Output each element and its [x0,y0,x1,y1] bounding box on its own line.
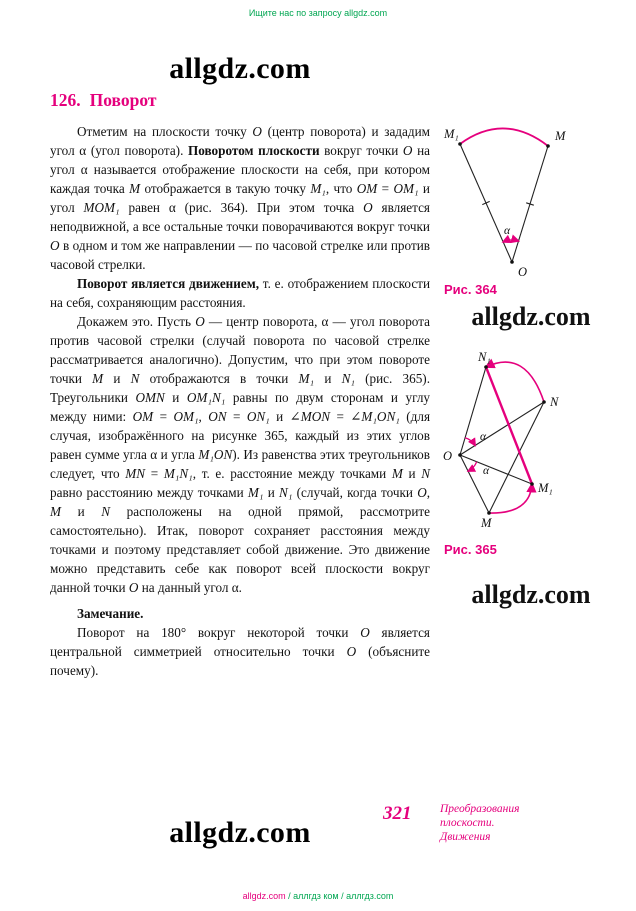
angle-arc-alpha-lower [468,462,477,471]
section-title: Поворот [89,90,157,110]
remark-heading: Замечание. [77,606,144,621]
label-alpha-upper: α [480,431,487,443]
paragraph-4: Поворот на 180° вокруг некоторой точки O является центральной симметрией относительно точки O (объясните почему). [50,625,431,678]
main-text-column [50,90,430,680]
sector-arc [460,128,548,146]
figure-364-caption: Рис. 364 [444,282,497,297]
segment-m1n1 [486,367,532,484]
watermark-top: allgdz.com [169,52,311,85]
footer-link-allgdz-ru[interactable]: аллгдз.com [346,891,394,901]
label-m1: M₁ [444,127,459,141]
chapter-footer-line-3: Движения [440,831,491,843]
point-n [542,400,546,404]
top-promo-link[interactable]: Ищите нас по запросу allgdz.com [248,8,388,18]
label-n: N [550,395,559,409]
footer-link-allgdz[interactable]: allgdz.com [242,891,286,901]
point-o [458,453,462,457]
label-m1: M₁ [538,481,553,495]
watermark-right-1: allgdz.com [471,302,591,331]
point-m1 [530,482,534,486]
segment-mn [489,402,544,513]
paragraph-1: Отметим на плоскости точку O (центр поворота) и зададим угол α (угол поворота). Поворотом плоскости вокруг точки O на угол α называется отображение плоскости на себя, при котором каждая точка M отображается в такую точку M₁, что OM = OM₁ и угол MOM₁ равен α (рис. 364). При этом точка O является неподвижной, а все остальные точки поворачиваются вокруг точки O в одном и том же направлении — по часовой стрелке или против часовой стрелки. [50,124,430,272]
angle-arc-alpha-upper [465,438,475,446]
label-alpha-lower: α [483,465,490,477]
figures-column [438,118,624,618]
rotation-arc-m-to-m1 [489,484,532,513]
label-alpha: α [504,225,511,237]
chapter-footer-line-1: Преобразования [440,803,520,815]
paragraph-3: Докажем это. Пусть O — центр поворота, α — угол поворота против часовой стрелки (случай поворота по часовой стрелке рассматривается аналогично). Допустим, что при этом повороте точки M и N отображаются в точки M₁ и N₁ (рис. 365). Треугольники OMN и OM₁N₁ равны по двум сторонам и углу между ними: OM = OM₁, ON = ON₁ и ∠MON = ∠M₁ON₁ (для случая, изображённого на рисунке 365, каждый из этих углов равен сумме угла α и угла M₁ON). Из равенства этих треугольников следует, что MN = M₁N₁, т. е. расстояние между точками M и N равно расстоянию между точками M₁ и N₁ (случай, когда точки O, M и N расположены на одной прямой, рассмотрите самостоятельно). Итак, поворот сохраняет расстояния между точками и поэтому представляет собой движение. Это движение можно представить себе как поворот всей плоскости вокруг данной точки O на данный угол α. [50,314,431,595]
point-m [487,511,491,515]
label-o: O [443,449,453,463]
point-n1 [484,365,488,369]
rotation-arc-n-to-n1 [486,362,544,402]
figure-365-caption: Рис. 365 [444,542,497,557]
point-m1 [458,142,462,146]
paragraph-2: Поворот является движением, т. е. отображением плоскости на себя, сохраняющим расстояния. [50,276,430,310]
footer-links [0,891,636,901]
label-m: M [555,129,566,143]
chapter-footer [440,802,519,844]
figure-364-rotation-sector [438,118,624,280]
figure-365-rotation-triangles [438,350,624,540]
point-m [546,144,550,148]
footer-separator-2: / [338,891,347,901]
chapter-footer-line-2: плоскости. [440,817,495,829]
section-heading [50,90,430,111]
footer-link-allgdz-kom[interactable]: аллгдз ком [293,891,339,901]
footer-separator-1: / [285,891,294,901]
label-m: M [481,516,492,530]
page-number: 321 [383,803,412,824]
section-number: 126. [50,90,81,110]
watermark-right-2: allgdz.com [471,580,591,609]
watermark-bottom: allgdz.com [169,816,311,849]
label-o: O [518,265,528,279]
segment-om [460,455,489,513]
point-o [510,260,514,264]
angle-arc-alpha [503,240,518,242]
label-n1: N₁ [478,350,491,364]
